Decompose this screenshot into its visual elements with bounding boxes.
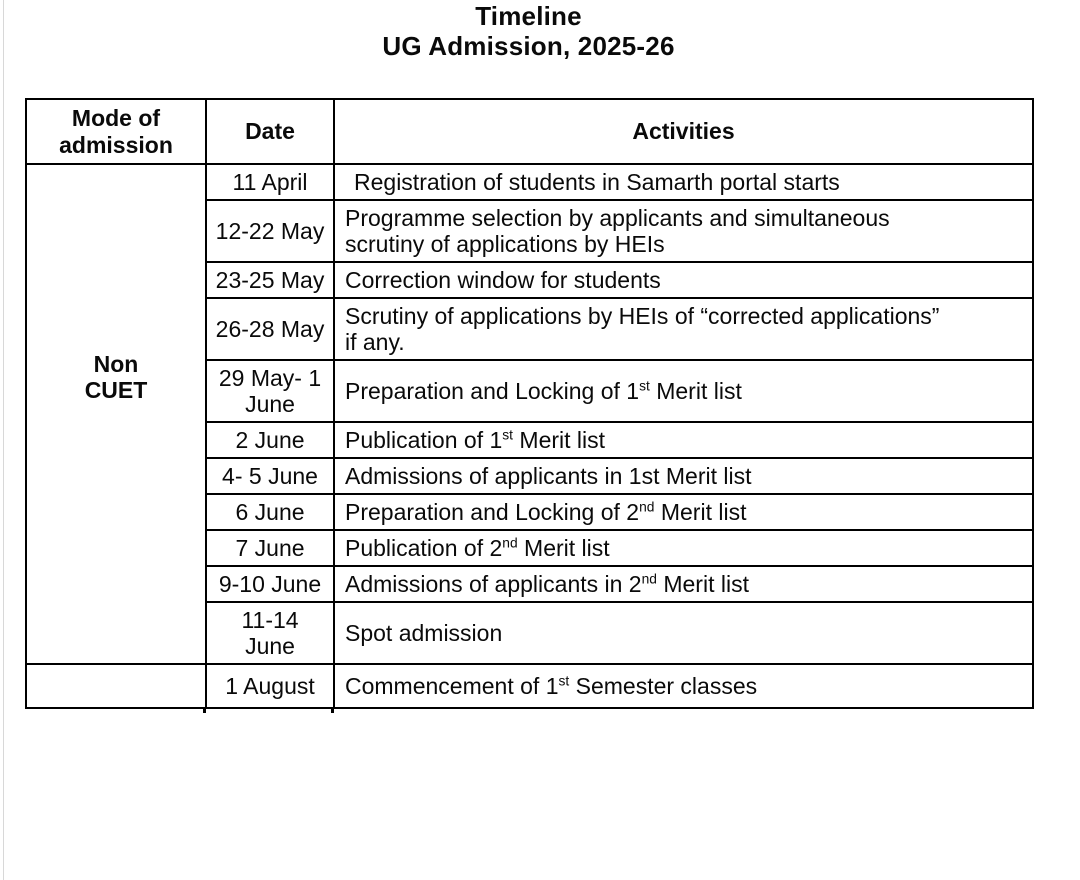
ordinal-superscript: st (502, 427, 514, 443)
date-cell: 6 June (206, 494, 334, 530)
date-cell: 7 June (206, 530, 334, 566)
activity-cell: Preparation and Locking of 2nd Merit list (334, 494, 1033, 530)
date-cell: 23-25 May (206, 262, 334, 298)
cropped-gridline-stub (331, 708, 334, 713)
activity-cell: Publication of 1st Merit list (334, 422, 1033, 458)
date-cell: 9-10 June (206, 566, 334, 602)
ordinal-superscript: nd (639, 499, 655, 515)
activity-cell: Commencement of 1st Semester classes (334, 664, 1033, 708)
title-line-timeline: Timeline (475, 1, 582, 31)
date-cell: 29 May- 1 June (206, 360, 334, 422)
date-cell: 11 April (206, 164, 334, 200)
activity-cell: Preparation and Locking of 1st Merit list (334, 360, 1033, 422)
activity-cell: Spot admission (334, 602, 1033, 664)
ordinal-superscript: st (558, 673, 570, 689)
timeline-table-container (25, 98, 1034, 709)
table-row-footer (26, 664, 1033, 708)
date-cell: 2 June (206, 422, 334, 458)
mode-cell-empty (26, 664, 206, 708)
ordinal-superscript: nd (502, 535, 518, 551)
document-title (25, 1, 1032, 61)
activity-cell: Publication of 2nd Merit list (334, 530, 1033, 566)
activity-cell: Admissions of applicants in 1st Merit list (334, 458, 1033, 494)
ordinal-superscript: nd (641, 571, 657, 587)
date-cell: 11-14 June (206, 602, 334, 664)
activity-cell: Scrutiny of applications by HEIs of “corrected applications” if any. (334, 298, 1033, 360)
page-edge-line (3, 0, 4, 880)
cropped-gridline-stub (203, 708, 206, 713)
mode-of-admission-cell: Non CUET (26, 164, 206, 664)
date-cell: 1 August (206, 664, 334, 708)
ordinal-superscript: st (639, 378, 650, 394)
date-cell: 26-28 May (206, 298, 334, 360)
timeline-table (25, 98, 1034, 709)
header-cell-mode: Mode of admission (26, 99, 206, 164)
header-cell-activities: Activities (334, 99, 1033, 164)
table-body (26, 164, 1033, 708)
table-header (26, 99, 1033, 164)
title-line-admission: UG Admission, 2025-26 (382, 31, 675, 61)
activity-cell: Programme selection by applicants and simultaneous scrutiny of applications by HEIs (334, 200, 1033, 262)
date-cell: 12-22 May (206, 200, 334, 262)
table-row (26, 164, 1033, 200)
date-cell: 4- 5 June (206, 458, 334, 494)
header-cell-date: Date (206, 99, 334, 164)
activity-cell: Correction window for students (334, 262, 1033, 298)
activity-cell: Admissions of applicants in 2nd Merit list (334, 566, 1033, 602)
activity-cell: Registration of students in Samarth portal starts (334, 164, 1033, 200)
header-row (26, 99, 1033, 164)
